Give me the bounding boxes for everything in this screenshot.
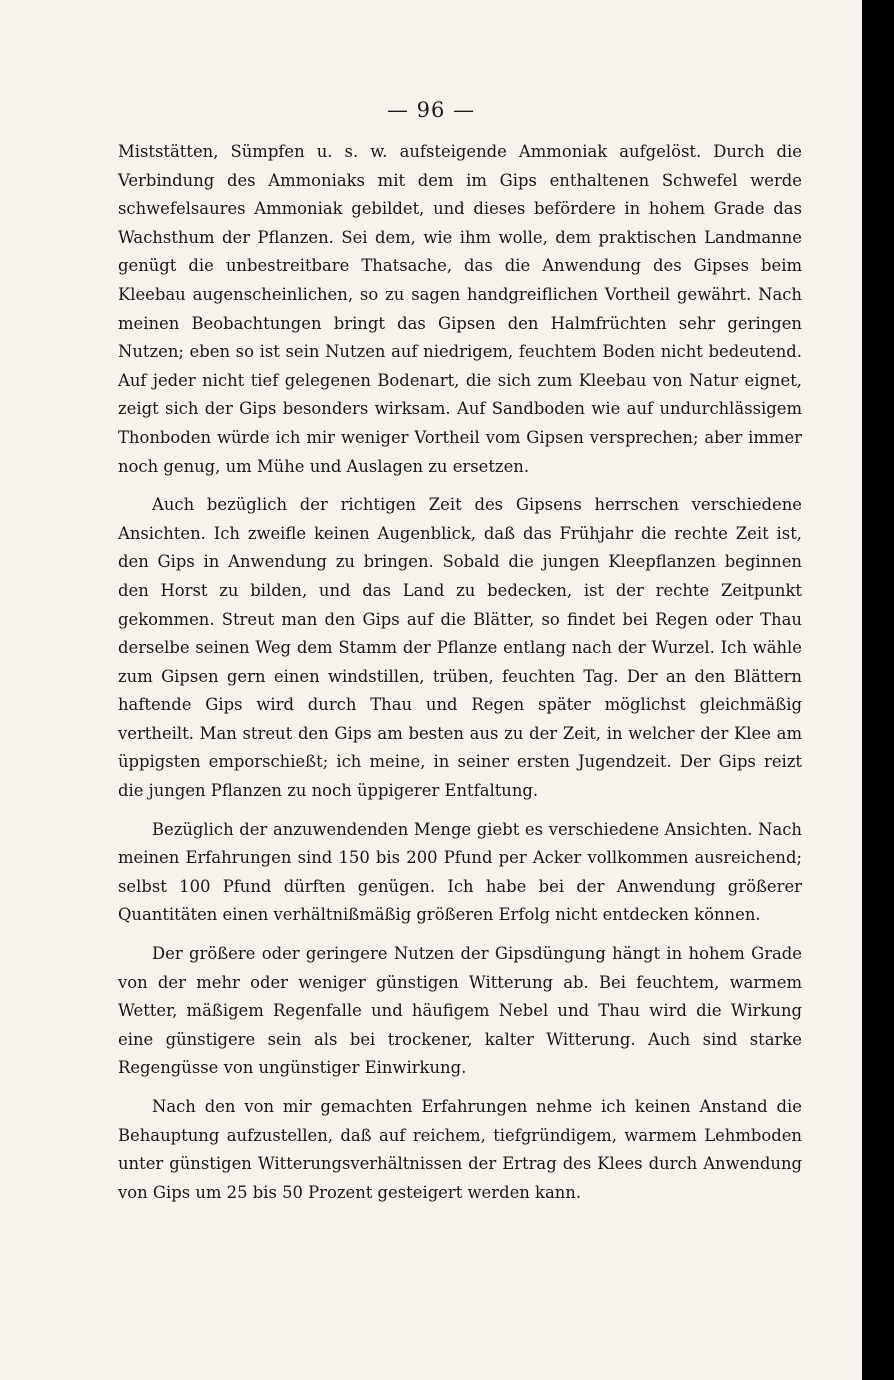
paragraph-4: Der größere oder geringere Nutzen der Gipsdüngung hängt in hohem Grade von der mehr oder weniger günstigen Witterung ab. Bei feuchtem, warmem Wetter, mäßigem Regenfalle und häufigem Nebel und Thau wird die Wirkung eine günstigere sein als bei trockener, kalter Witterung. Auch sind starke Regengüsse von ungünstiger Einwirkung. xyxy=(118,944,802,1078)
paragraph-5: Nach den von mir gemachten Erfahrungen nehme ich keinen Anstand die Behauptung aufzustellen, daß auf reichem, tiefgründigem, warmem Lehmboden unter günstigen Witterungsverhältnissen der Ertrag des Klees durch Anwendung von Gips um 25 bis 50 Prozent gesteigert werden kann. xyxy=(118,1097,802,1202)
paragraph-1: Miststätten, Sümpfen u. s. w. aufsteigende Ammoniak aufgelöst. Durch die Verbindung des Ammoniaks mit dem im Gips enthaltenen Schwefel werde schwefelsaures Ammoniak gebildet, und dieses befördere in hohem Grade das Wachsthum der Pflanzen. Sei dem, wie ihm wolle, dem praktischen Landmanne genügt die unbestreitbare Thatsache, das die Anwendung des Gipses beim Kleebau augenscheinlichen, so zu sagen handgreiflichen Vortheil gewährt. Nach meinen Beobachtungen bringt das Gipsen den Halmfrüchten sehr geringen Nutzen; eben so ist sein Nutzen auf niedrigem, feuchtem Boden nicht bedeutend. Auf jeder nicht tief gelegenen Bodenart, die sich zum Kleebau von Natur eignet, zeigt sich der Gips besonders wirksam. Auf Sandboden wie auf undurchlässigem Thonboden würde ich mir weniger Vortheil vom Gipsen versprechen; aber immer noch genug, um Mühe und Auslagen zu ersetzen. xyxy=(118,142,802,476)
page-number: — 96 — xyxy=(386,98,476,122)
page-edge-shadow xyxy=(862,0,894,1380)
paragraph-2: Auch bezüglich der richtigen Zeit des Gipsens herrschen verschiedene Ansichten. Ich zweifle keinen Augenblick, daß das Frühjahr die rechte Zeit ist, den Gips in Anwendung zu bringen. Sobald die jungen Kleepflanzen beginnen den Horst zu bilden, und das Land zu bedecken, ist der rechte Zeitpunkt gekommen. Streut man den Gips auf die Blätter, so findet bei Regen oder Thau derselbe seinen Weg dem Stamm der Pflanze entlang nach der Wurzel. Ich wähle zum Gipsen gern einen windstillen, trüben, feuchten Tag. Der an den Blättern haftende Gips wird durch Thau und Regen später möglichst gleichmäßig vertheilt. Man streut den Gips am besten aus zu der Zeit, in welcher der Klee am üppigsten emporschießt; ich meine, in seiner ersten Jugendzeit. Der Gips reizt die jungen Pflanzen zu noch üppigerer Entfaltung. xyxy=(118,495,802,801)
body-text xyxy=(118,138,802,1217)
paragraph-3: Bezüglich der anzuwendenden Menge giebt es verschiedene Ansichten. Nach meinen Erfahrungen sind 150 bis 200 Pfund per Acker vollkommen ausreichend; selbst 100 Pfund dürften genügen. Ich habe bei der Anwendung größerer Quantitäten einen verhältnißmäßig größeren Erfolg nicht entdecken können. xyxy=(118,819,802,925)
